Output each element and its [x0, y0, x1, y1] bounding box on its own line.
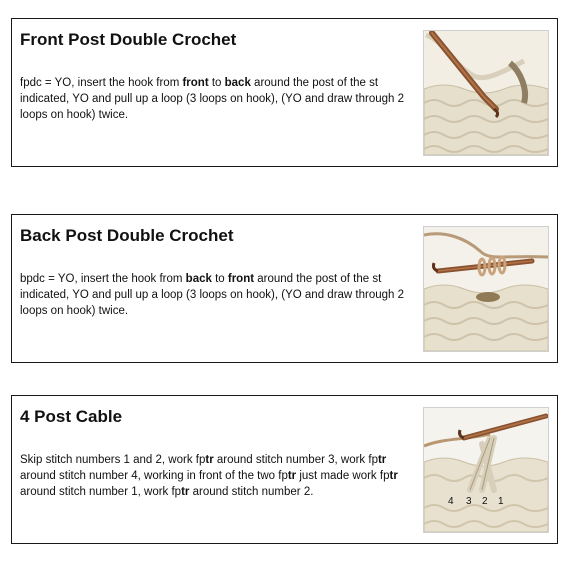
description-text: around stitch number 3, work fp — [213, 454, 378, 466]
stitch-description — [20, 75, 416, 123]
description-text: around the post of the st indicated, YO and pull up a loop (3 loops on hook), (YO and draw through 2 loops on hook) twice. — [20, 273, 405, 317]
description-text: to — [211, 273, 228, 285]
description-text: fpdc = YO, insert the hook from — [20, 77, 183, 89]
stitch-title: Back Post Double Crochet — [20, 226, 234, 245]
cable-stitch-label: 2 — [482, 496, 488, 507]
description-emphasis: back — [224, 77, 251, 89]
description-text: just made work fp — [296, 470, 390, 482]
crochet-back-post-photo — [423, 226, 549, 352]
cable-stitch-label: 4 — [448, 496, 454, 507]
description-emphasis: front — [182, 77, 209, 89]
cable-stitch-label: 3 — [466, 496, 472, 507]
stitch-card-4-post-cable — [11, 395, 558, 544]
description-text: to — [208, 77, 225, 89]
description-emphasis: tr — [377, 454, 387, 466]
crochet-cable-photo — [423, 407, 549, 533]
description-text: bpdc = YO, insert the hook from — [20, 273, 186, 285]
description-text: around stitch number 2. — [189, 486, 314, 498]
description-emphasis: back — [185, 273, 212, 285]
description-emphasis: front — [227, 273, 255, 285]
description-text: Skip stitch numbers 1 and 2, work fp — [20, 454, 206, 466]
stitch-description — [20, 271, 416, 319]
description-emphasis: tr — [205, 454, 214, 466]
description-emphasis: tr — [287, 470, 297, 482]
stitch-description — [20, 452, 416, 500]
stitch-title: Front Post Double Crochet — [20, 30, 237, 49]
description-text: around stitch number 1, work fp — [20, 486, 182, 498]
description-text: around stitch number 4, working in front of the two fp — [20, 470, 288, 482]
stitch-card-front-post — [11, 18, 558, 167]
description-text: around the post of the st indicated, YO and pull up a loop (3 loops on hook), (YO and draw through 2 loops on hook) twice. — [20, 77, 405, 121]
description-emphasis: tr — [389, 470, 398, 482]
cable-stitch-label: 1 — [498, 496, 504, 507]
stitch-card-back-post — [11, 214, 558, 363]
description-emphasis: tr — [181, 486, 190, 498]
stitch-title: 4 Post Cable — [20, 407, 123, 426]
crochet-front-post-photo — [423, 30, 549, 156]
